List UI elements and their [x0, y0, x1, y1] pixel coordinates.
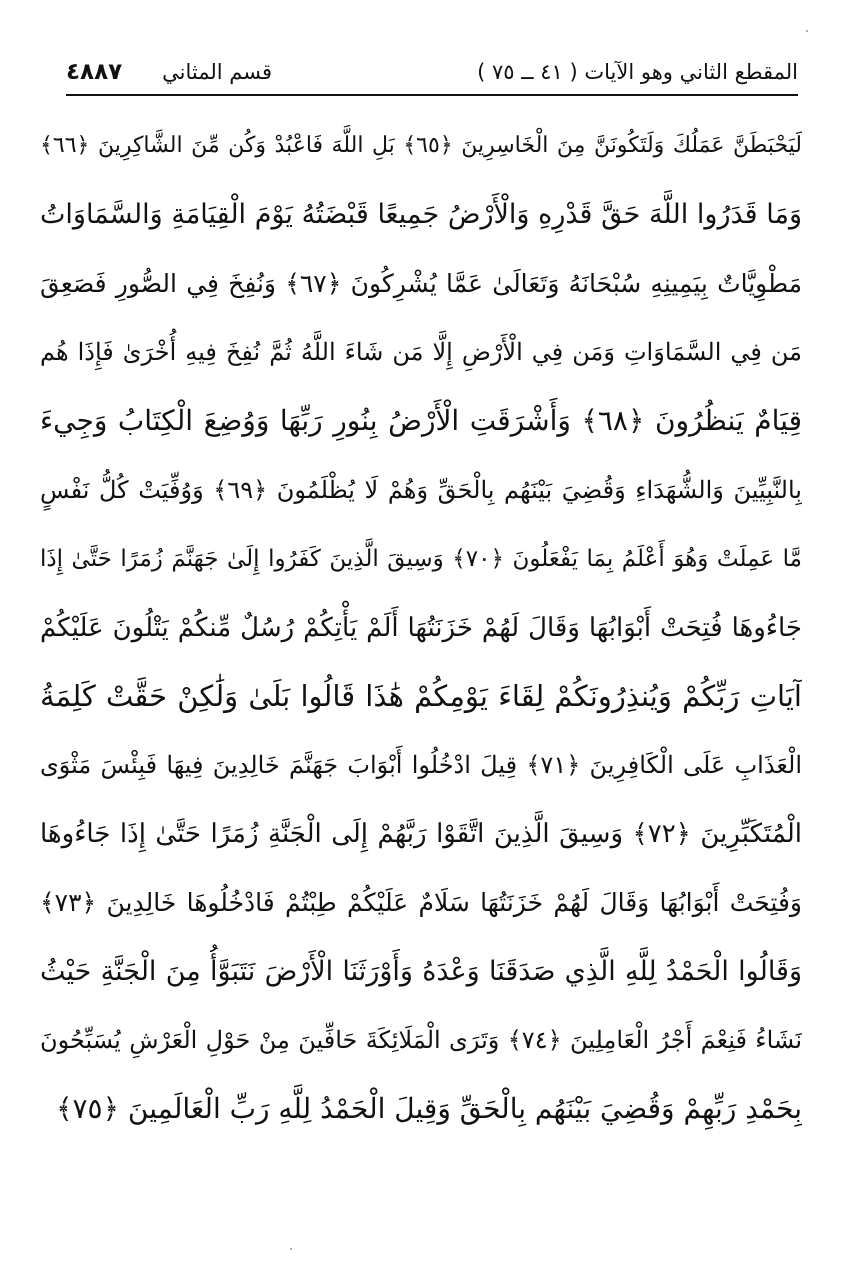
page-number: ٤٨٨٧: [66, 59, 123, 85]
verse-line: قِيَامٌ يَنظُرُونَ ﴿٦٨﴾ وَأَشْرَقَتِ الْأَرْضُ بِنُورِ رَبِّهَا وَوُضِعَ الْكِتَابُ وَجِيءَ: [40, 404, 802, 438]
verse-line: مَطْوِيَّاتٌ بِيَمِينِهِ سُبْحَانَهُ وَتَعَالَىٰ عَمَّا يُشْرِكُونَ ﴿٦٧﴾ وَنُفِخَ فِي الصُّورِ فَصَعِقَ: [40, 268, 802, 298]
verse-line: جَاءُوهَا فُتِحَتْ أَبْوَابُهَا وَقَالَ لَهُمْ خَزَنَتُهَا أَلَمْ يَأْتِكُمْ رُسُلٌ مِّنكُمْ يَتْلُونَ عَلَيْكُمْ: [40, 612, 802, 643]
verse-line: لَيَحْبَطَنَّ عَمَلُكَ وَلَتَكُونَنَّ مِنَ الْخَاسِرِينَ ﴿٦٥﴾ بَلِ اللَّهَ فَاعْبُدْ وَكُن مِّنَ الشَّاكِرِينَ ﴿٦٦﴾: [40, 133, 802, 158]
verse-line: بِحَمْدِ رَبِّهِمْ وَقُضِيَ بَيْنَهُم بِالْحَقِّ وَقِيلَ الْحَمْدُ لِلَّهِ رَبِّ الْعَالَمِينَ ﴿٧٥﴾: [56, 1092, 802, 1126]
verse-line: الْمُتَكَبِّرِينَ ﴿٧٢﴾ وَسِيقَ الَّذِينَ اتَّقَوْا رَبَّهُمْ إِلَى الْجَنَّةِ زُمَرًا حَتَّىٰ إِذَا جَاءُوهَا: [40, 818, 802, 849]
scan-speck: [806, 30, 808, 32]
part-name: قسم المثاني: [162, 60, 273, 84]
verse-line: نَشَاءُ فَنِعْمَ أَجْرُ الْعَامِلِينَ ﴿٧٤﴾ وَتَرَى الْمَلَائِكَةَ حَافِّينَ مِنْ حَوْلِ الْعَرْشِ يُسَبِّحُونَ: [40, 1026, 802, 1055]
verse-line: وَمَا قَدَرُوا اللَّهَ حَقَّ قَدْرِهِ وَالْأَرْضُ جَمِيعًا قَبْضَتُهُ يَوْمَ الْقِيَامَةِ وَالسَّمَاوَاتُ: [40, 198, 802, 230]
verse-line: مَن فِي السَّمَاوَاتِ وَمَن فِي الْأَرْضِ إِلَّا مَن شَاءَ اللَّهُ ثُمَّ نُفِخَ فِيهِ أُخْرَىٰ فَإِذَا هُم: [40, 338, 802, 367]
scan-speck: [290, 1248, 292, 1250]
verse-line: بِالنَّبِيِّينَ وَالشُّهَدَاءِ وَقُضِيَ بَيْنَهُم بِالْحَقِّ وَهُمْ لَا يُظْلَمُونَ ﴿٦٩﴾ وَوُفِّيَتْ كُلُّ نَفْسٍ: [40, 475, 802, 504]
section-title: المقطع الثاني وهو الآيات ( ٤١ ــ ٧٥ ): [477, 60, 798, 84]
verse-line: وَقَالُوا الْحَمْدُ لِلَّهِ الَّذِي صَدَقَنَا وَعْدَهُ وَأَوْرَثَنَا الْأَرْضَ نَتَبَوَّأُ مِنَ الْجَنَّةِ حَيْثُ: [40, 955, 802, 987]
quran-text-body: [40, 112, 802, 1144]
verse-line: مَّا عَمِلَتْ وَهُوَ أَعْلَمُ بِمَا يَفْعَلُونَ ﴿٧٠﴾ وَسِيقَ الَّذِينَ كَفَرُوا إِلَىٰ جَهَنَّمَ زُمَرًا حَتَّىٰ إِذَا: [40, 545, 802, 572]
running-header: [66, 52, 798, 92]
header-divider: [66, 94, 798, 96]
verse-line: وَفُتِحَتْ أَبْوَابُهَا وَقَالَ لَهُمْ خَزَنَتُهَا سَلَامٌ عَلَيْكُمْ طِبْتُمْ فَادْخُلُوهَا خَالِدِينَ ﴿٧٣﴾: [40, 887, 802, 917]
verse-line: آيَاتِ رَبِّكُمْ وَيُنذِرُونَكُمْ لِقَاءَ يَوْمِكُمْ هَٰذَا قَالُوا بَلَىٰ وَلَٰكِنْ حَقَّتْ كَلِمَةُ: [40, 679, 802, 714]
verse-line: الْعَذَابِ عَلَى الْكَافِرِينَ ﴿٧١﴾ قِيلَ ادْخُلُوا أَبْوَابَ جَهَنَّمَ خَالِدِينَ فِيهَا فَبِئْسَ مَثْوَى: [40, 751, 802, 780]
